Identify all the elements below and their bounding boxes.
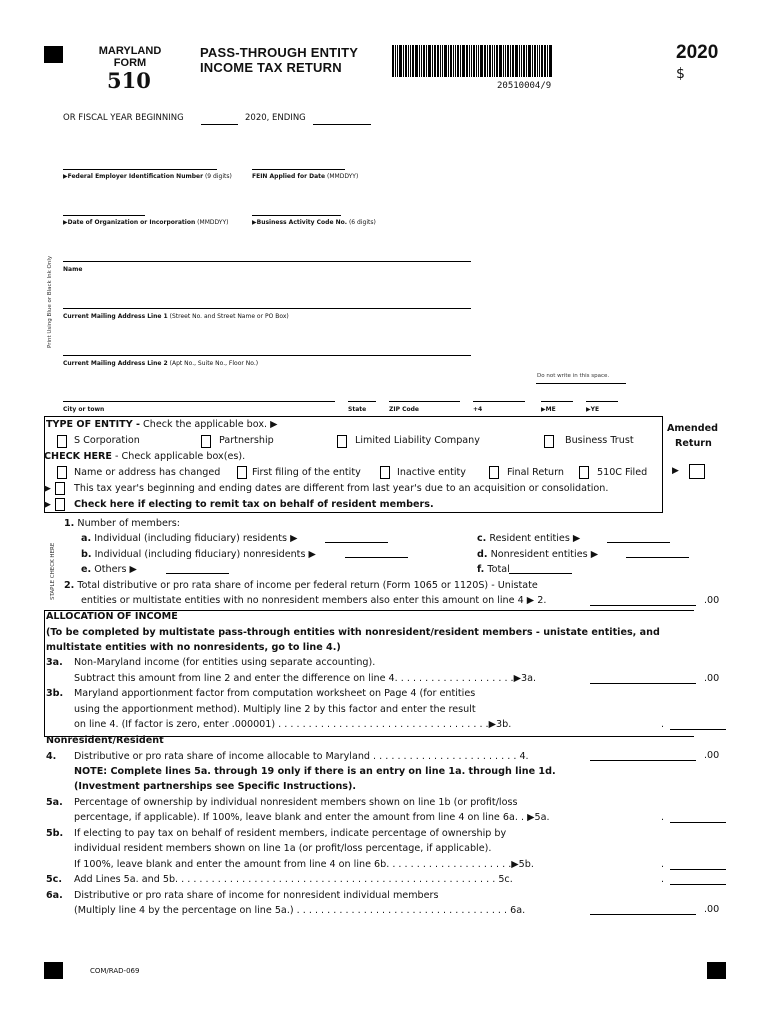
line3b-text3: on line 4. (If factor is zero, enter .000001) . . . . . . . . . . . . . . . . . . . . . . . . . . . . . . . . . . .▶3b.: [74, 719, 512, 730]
barcode-bar: [532, 45, 533, 77]
barcode-number: 20510004/9: [497, 81, 552, 91]
arrow-right-icon: ▶: [63, 219, 68, 226]
barcode-bar: [549, 45, 552, 77]
barcode-bar: [450, 45, 452, 77]
barcode-bar: [519, 45, 520, 77]
arrow-right-icon: ▶: [63, 173, 68, 180]
left-border: [44, 416, 45, 513]
registration-mark-bottom-right: [707, 962, 726, 979]
amended-label-1: Amended: [667, 423, 718, 434]
barcode-bar: [469, 45, 470, 77]
arrow-right-icon: ▶: [129, 564, 137, 575]
line3a-cents: .00: [704, 673, 720, 684]
line3a-text2: Subtract this amount from line 2 and enter the difference on line 4. . . . . . . . . . . . . . . . . . . .▶3a.: [74, 673, 537, 684]
barcode-bar: [442, 45, 443, 77]
form-header: [94, 45, 166, 69]
line4-cents: .00: [704, 750, 720, 761]
city-label: City or town: [63, 406, 105, 413]
barcode: [392, 45, 553, 77]
barcode-bar: [537, 45, 538, 77]
amended-return-checkbox[interactable]: [689, 464, 705, 479]
business-trust-label: Business Trust: [565, 435, 634, 446]
title-line1: PASS-THROUGH ENTITY: [200, 45, 359, 60]
state-label: State: [348, 406, 367, 413]
barcode-bar: [510, 45, 511, 77]
inactive-entity-label: Inactive entity: [397, 467, 466, 478]
barcode-bar: [476, 45, 477, 77]
line5c-number: 5c.: [46, 874, 63, 885]
barcode-bar: [523, 45, 525, 77]
line1a-label: a. Individual (including fiduciary) residents ▶: [81, 533, 298, 544]
name-field[interactable]: [63, 261, 471, 262]
line5c-text: Add Lines 5a. and 5b. . . . . . . . . . . . . . . . . . . . . . . . . . . . . . . . . . . . . . . . . . . . . . . . . . . . . 5c.: [74, 874, 513, 885]
name-changed-checkbox[interactable]: [57, 466, 67, 479]
barcode-bar: [432, 45, 433, 77]
line3b-text2: using the apportionment method). Multiply line 2 by this factor and enter the result: [74, 704, 476, 715]
remit-tax-checkbox[interactable]: [55, 498, 65, 511]
org-date-label: ▶Date of Organization or Incorporation (MMDDYY): [63, 219, 229, 226]
name-changed-label: Name or address has changed: [74, 467, 221, 478]
line5b-percent-field[interactable]: [670, 869, 726, 870]
org-date-field[interactable]: [63, 215, 145, 216]
arrow-right-icon: ▶: [488, 719, 496, 730]
registration-mark-top-left: [44, 46, 63, 63]
barcode-bar: [471, 45, 472, 77]
barcode-bar: [453, 45, 454, 77]
barcode-bar: [440, 45, 441, 77]
line5b-text2: individual resident members shown on line 1a (or profit/loss percentage, if applicable).: [74, 843, 492, 854]
address-line1-field[interactable]: [63, 308, 471, 309]
zip-field[interactable]: [389, 401, 460, 402]
arrow-right-icon: ▶: [270, 419, 278, 430]
line6a-text1: Distributive or pro rata share of income for nonresident individual members: [74, 890, 439, 901]
line5a-text2: percentage, if applicable). If 100%, leave blank and enter the amount from line 4 on line 6a. . ▶5a.: [74, 812, 550, 823]
barcode-bar: [392, 45, 394, 77]
barcode-bar: [547, 45, 548, 77]
first-filing-label: First filing of the entity: [252, 467, 361, 478]
arrow-right-icon: ▶: [44, 500, 51, 510]
barcode-bar: [526, 45, 527, 77]
barcode-bar: [426, 45, 427, 77]
fiscal-ending-field[interactable]: [313, 124, 371, 125]
state-label: MARYLAND: [98, 45, 162, 57]
barcode-bar: [496, 45, 498, 77]
line3b-number: 3b.: [46, 688, 64, 699]
line6a-amount-field[interactable]: [590, 914, 696, 915]
barcode-bar: [428, 45, 431, 77]
entity-bottom-line: [44, 512, 663, 513]
barcode-bar: [462, 45, 465, 77]
barcode-bar: [444, 45, 447, 77]
entity-heading: TYPE OF ENTITY - Check the applicable box. ▶: [46, 419, 278, 430]
barcode-bar: [466, 45, 468, 77]
final-return-checkbox[interactable]: [489, 466, 499, 479]
line5a-number: 5a.: [46, 797, 63, 808]
barcode-bar: [408, 45, 409, 77]
business-trust-checkbox[interactable]: [544, 435, 554, 448]
registration-mark-bottom-left: [44, 962, 63, 979]
line5a-decimal: .: [661, 812, 665, 823]
barcode-bar: [395, 45, 396, 77]
barcode-bar: [534, 45, 536, 77]
line2-amount-field[interactable]: [590, 605, 696, 606]
barcode-bar: [415, 45, 418, 77]
name-label: Name: [63, 266, 83, 273]
partnership-label: Partnership: [219, 435, 274, 446]
section-divider: [44, 416, 663, 417]
arrow-right-icon: ▶: [44, 484, 51, 494]
zip4-label: +4: [473, 406, 483, 413]
dollar-sign: $: [676, 66, 685, 82]
barcode-bar: [421, 45, 422, 77]
zip-label: ZIP Code: [389, 406, 419, 413]
line4-amount-field[interactable]: [590, 760, 696, 761]
barcode-bar: [478, 45, 479, 77]
arrow-right-icon: ▶: [590, 549, 599, 560]
510c-filed-label: 510C Filed: [597, 467, 648, 478]
arrow-right-icon: ▶: [672, 466, 679, 476]
fein-date-field[interactable]: [252, 169, 345, 170]
line5b-text1: If electing to pay tax on behalf of resident members, indicate percentage of ownership by: [74, 828, 507, 839]
title-line2: INCOME TAX RETURN: [200, 60, 342, 75]
line1d-field[interactable]: [626, 557, 689, 558]
barcode-bar: [544, 45, 546, 77]
barcode-bar: [403, 45, 404, 77]
address-line2-label: Current Mailing Address Line 2 (Apt No., Suite No., Floor No.): [63, 360, 259, 367]
line5c-decimal: .: [661, 874, 665, 885]
llc-label: Limited Liability Company: [355, 435, 480, 446]
barcode-bar: [487, 45, 488, 77]
line2-text2: entities or multistate entities with no nonresident members also enter this amount on line 4 ▶ 2.: [81, 595, 547, 606]
line3b-factor-field[interactable]: [670, 729, 726, 730]
arrow-right-icon: ▶: [572, 533, 581, 544]
barcode-bar: [494, 45, 495, 77]
barcode-bar: [484, 45, 486, 77]
allocation-note2: multistate entities with no nonresidents, go to line 4.): [46, 642, 341, 653]
dates-different-label: This tax year's beginning and ending dates are different from last year's due to an acquisition or consolidation.: [74, 483, 609, 494]
barcode-bar: [489, 45, 491, 77]
arrow-right-icon: ▶: [513, 673, 521, 684]
line2-text: 2. Total distributive or pro rata share of income per federal return (Form 1065 or 1120S) - Unistate: [64, 580, 538, 591]
fiscal-beginning-label: OR FISCAL YEAR BEGINNING: [63, 113, 184, 123]
barcode-bar: [455, 45, 456, 77]
line1e-label: e. Others ▶: [81, 564, 137, 575]
barcode-bar: [503, 45, 504, 77]
barcode-bar: [473, 45, 475, 77]
fiscal-ending-label: 2020, ENDING: [245, 113, 306, 123]
city-field[interactable]: [63, 401, 335, 402]
fein-label: ▶Federal Employer Identification Number (9 digits): [63, 173, 232, 180]
fein-date-label: FEIN Applied for Date (MMDDYY): [252, 173, 359, 180]
staple-check-note: STAPLE CHECK HERE: [50, 542, 56, 600]
arrow-right-icon: ▶: [586, 406, 591, 413]
line1d-label: d. Nonresident entities ▶: [477, 549, 599, 560]
arrow-right-icon: ▶: [541, 406, 546, 413]
barcode-bar: [405, 45, 407, 77]
barcode-bar: [528, 45, 531, 77]
do-not-write-note: Do not write in this space.: [537, 373, 610, 379]
address-line2-field[interactable]: [63, 355, 471, 356]
form-label: FORM: [113, 57, 147, 69]
line1b-field[interactable]: [345, 557, 408, 558]
barcode-bar: [434, 45, 436, 77]
line5c-percent-field[interactable]: [670, 884, 726, 885]
arrow-right-icon: ▶: [290, 533, 298, 544]
barcode-bar: [437, 45, 439, 77]
barcode-bar: [423, 45, 425, 77]
line1e-field[interactable]: [166, 573, 229, 574]
state-field[interactable]: [348, 401, 376, 402]
remit-tax-label: Check here if electing to remit tax on behalf of resident members.: [74, 499, 434, 510]
allocation-left-border: [44, 610, 45, 737]
barcode-bar: [505, 45, 506, 77]
line6a-number: 6a.: [46, 890, 63, 901]
arrow-right-icon: ▶: [527, 812, 535, 823]
barcode-bar: [460, 45, 461, 77]
barcode-bar: [412, 45, 414, 77]
zip4-field[interactable]: [473, 401, 525, 402]
line3a-number: 3a.: [46, 657, 63, 668]
barcode-bar: [507, 45, 509, 77]
barcode-bar: [512, 45, 514, 77]
allocation-heading: ALLOCATION OF INCOME: [46, 611, 178, 622]
office-use-line: [536, 383, 626, 384]
line1f-label: f. Total: [477, 564, 510, 575]
barcode-bar: [448, 45, 449, 77]
s-corporation-label: S Corporation: [74, 435, 140, 446]
line6a-cents: .00: [704, 904, 720, 915]
barcode-bar: [397, 45, 398, 77]
line5a-percent-field[interactable]: [670, 822, 726, 823]
line1-label: 1. Number of members:: [64, 518, 181, 529]
barcode-bar: [541, 45, 543, 77]
allocation-note1: (To be completed by multistate pass-through entities with nonresident/resident members - unistate entities, and: [46, 627, 660, 638]
line3a-text1: Non-Maryland income (for entities using separate accounting).: [74, 657, 376, 668]
line6a-text2: (Multiply line 4 by the percentage on line 5a.) . . . . . . . . . . . . . . . . . . . . . . . . . . . . . . . . . . . 6a.: [74, 905, 526, 916]
line5a-text1: Percentage of ownership by individual nonresident members shown on line 1b (or profit/loss: [74, 797, 518, 808]
ye-label: ▶YE: [586, 406, 600, 413]
dates-different-checkbox[interactable]: [55, 482, 65, 495]
line5b-text3: If 100%, leave blank and enter the amount from line 4 on line 6b. . . . . . . . . . . . . . . . . . . . .▶5b.: [74, 859, 534, 870]
arrow-right-icon: ▶: [252, 219, 257, 226]
note-line2: (Investment partnerships see Specific Instructions).: [74, 781, 357, 792]
amended-label-2: Return: [675, 438, 712, 449]
form-code: COM/RAD-069: [90, 967, 140, 975]
first-filing-checkbox[interactable]: [237, 466, 247, 479]
barcode-bar: [521, 45, 522, 77]
line5b-number: 5b.: [46, 828, 64, 839]
barcode-bar: [457, 45, 459, 77]
me-field: [541, 401, 573, 402]
form-title: [200, 45, 358, 75]
amended-divider: [662, 416, 663, 513]
fiscal-beginning-field[interactable]: [201, 124, 238, 125]
line1c-label: c. Resident entities ▶: [477, 533, 581, 544]
print-ink-note: Print Using Blue or Black Ink Only: [47, 255, 53, 348]
form-number: 510: [107, 68, 151, 93]
line2-cents: .00: [704, 595, 720, 606]
line5b-decimal: .: [661, 859, 665, 870]
s-corporation-checkbox[interactable]: [57, 435, 67, 448]
line1a-field[interactable]: [325, 542, 388, 543]
line3a-amount-field[interactable]: [590, 683, 696, 684]
barcode-bar: [410, 45, 411, 77]
arrow-right-icon: ▶: [526, 595, 535, 606]
activity-code-label: ▶Business Activity Code No. (6 digits): [252, 219, 376, 226]
inactive-entity-checkbox[interactable]: [380, 466, 390, 479]
final-return-label: Final Return: [507, 467, 564, 478]
barcode-bar: [492, 45, 493, 77]
note-line1: NOTE: Complete lines 5a. through 19 only if there is an entry on line 1a. through line 1d.: [74, 766, 556, 777]
tax-year: 2020: [676, 42, 719, 63]
line1f-field[interactable]: [509, 573, 572, 574]
barcode-bar: [499, 45, 502, 77]
arrow-right-icon: ▶: [308, 549, 316, 560]
address-line1-label: Current Mailing Address Line 1 (Street No. and Street Name or PO Box): [63, 313, 289, 320]
510c-filed-checkbox[interactable]: [579, 466, 589, 479]
line3b-text1: Maryland apportionment factor from computation worksheet on Page 4 (for entities: [74, 688, 476, 699]
llc-checkbox[interactable]: [337, 435, 347, 448]
barcode-bar: [480, 45, 483, 77]
line1b-label: b. Individual (including fiduciary) nonresidents ▶: [81, 549, 316, 560]
line1c-field[interactable]: [607, 542, 670, 543]
line3b-decimal: .: [661, 719, 665, 730]
barcode-bar: [419, 45, 420, 77]
me-label: ▶ME: [541, 406, 556, 413]
fein-field[interactable]: [63, 169, 217, 170]
line4-number: 4.: [46, 751, 57, 762]
activity-code-field[interactable]: [252, 215, 341, 216]
check-here-heading: CHECK HERE - Check applicable box(es).: [44, 451, 246, 462]
barcode-bar: [539, 45, 540, 77]
barcode-bar: [515, 45, 518, 77]
arrow-right-icon: ▶: [511, 859, 519, 870]
nonresident-heading: Nonresident/Resident: [46, 735, 164, 746]
line4-text: Distributive or pro rata share of income allocable to Maryland . . . . . . . . . . . . . . . . . . . . . . . . 4.: [74, 751, 529, 762]
ye-field: [586, 401, 618, 402]
partnership-checkbox[interactable]: [201, 435, 211, 448]
barcode-bar: [399, 45, 402, 77]
